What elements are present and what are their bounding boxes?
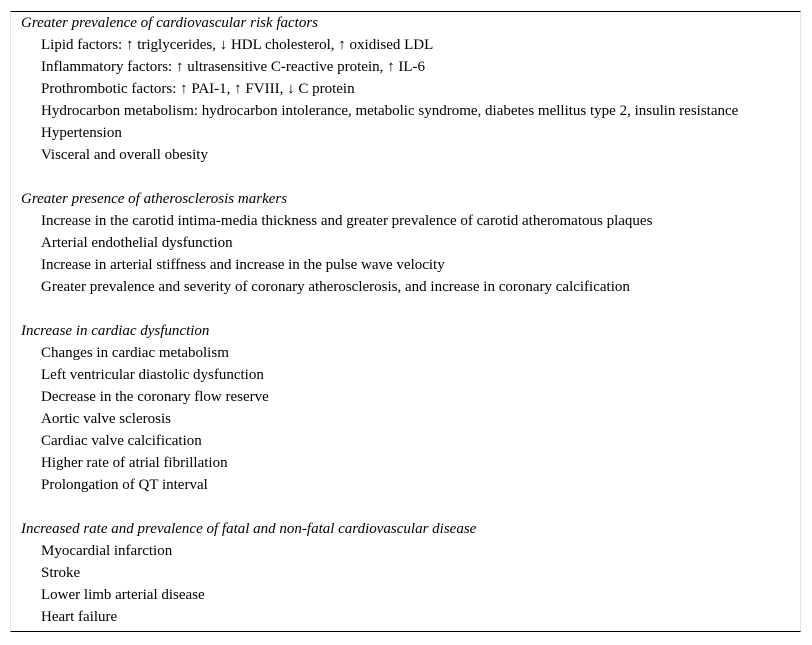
section-heading-cardiovascular-disease: Increased rate and prevalence of fatal and non-fatal cardiovascular disease xyxy=(21,521,477,537)
list-item: Changes in cardiac metabolism xyxy=(41,345,229,361)
list-item: Heart failure xyxy=(41,609,118,625)
list-item: Lipid factors: ↑ triglycerides, ↓ HDL cholesterol, ↑ oxidised LDL xyxy=(41,37,434,53)
list-item: Cardiac valve calcification xyxy=(41,433,202,449)
list-item: Inflammatory factors: ↑ ultrasensitive C-reactive protein, ↑ IL-6 xyxy=(41,59,426,75)
list-item: Prothrombotic factors: ↑ PAI-1, ↑ FVIII, ↓ C protein xyxy=(41,81,355,97)
list-item: Higher rate of atrial fibrillation xyxy=(41,455,228,471)
list-item: Prolongation of QT interval xyxy=(41,477,208,493)
list-item: Increase in arterial stiffness and increase in the pulse wave velocity xyxy=(41,257,445,273)
list-item: Aortic valve sclerosis xyxy=(41,411,171,427)
list-item: Lower limb arterial disease xyxy=(41,587,205,603)
list-item: Hydrocarbon metabolism: hydrocarbon intolerance, metabolic syndrome, diabetes mellitus type 2, insulin resistance xyxy=(41,103,739,119)
list-item: Hypertension xyxy=(41,125,122,141)
list-item: Stroke xyxy=(41,565,81,581)
list-item: Visceral and overall obesity xyxy=(41,147,208,163)
list-item: Arterial endothelial dysfunction xyxy=(41,235,233,251)
list-item: Decrease in the coronary flow reserve xyxy=(41,389,269,405)
section-heading-atherosclerosis: Greater presence of atherosclerosis markers xyxy=(21,191,288,207)
list-item: Left ventricular diastolic dysfunction xyxy=(41,367,264,383)
section-heading-risk-factors: Greater prevalence of cardiovascular risk factors xyxy=(21,15,319,31)
list-item: Myocardial infarction xyxy=(41,543,173,559)
section-heading-cardiac-dysfunction: Increase in cardiac dysfunction xyxy=(21,323,210,339)
list-item: Greater prevalence and severity of coronary atherosclerosis, and increase in coronary calcification xyxy=(41,279,630,295)
list-item: Increase in the carotid intima-media thickness and greater prevalence of carotid atheromatous plaques xyxy=(41,213,653,229)
